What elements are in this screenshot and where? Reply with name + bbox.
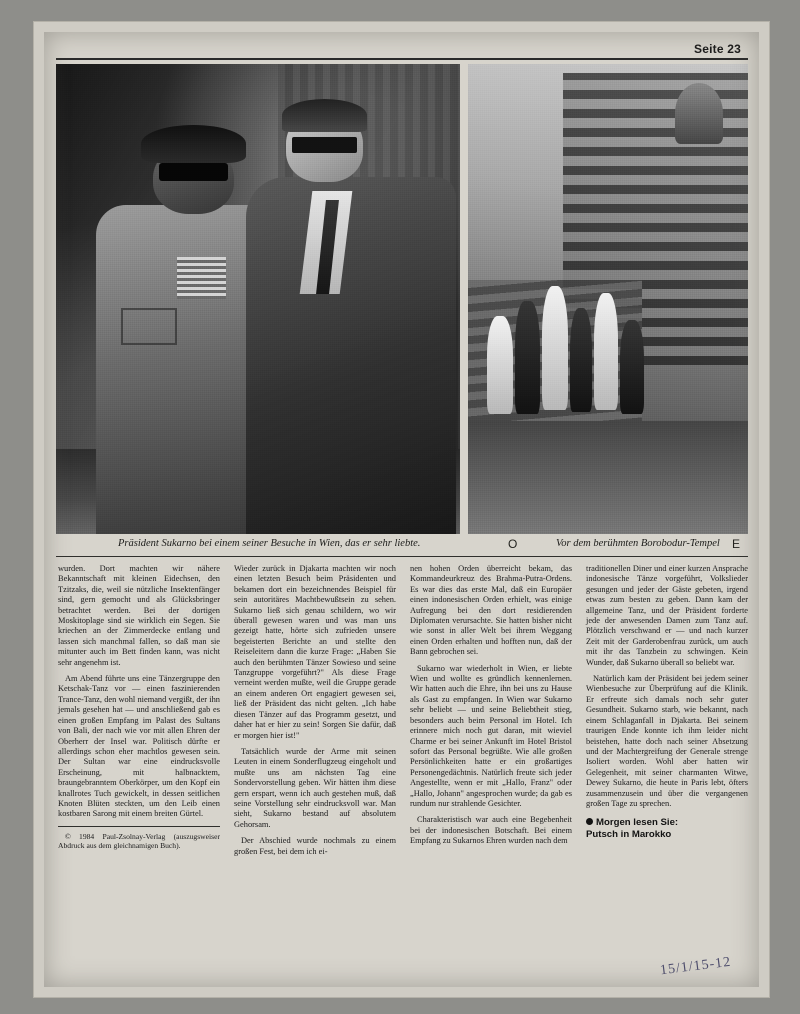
paragraph: Tatsächlich wurde der Arme mit seinen Leuten in einem Sonderflugzeug eingeholt und mußte uns am nächsten Tag eine Sondervorstellung geben. Wir hätten ihm diese gern erspart, wenn ich auch gestehen muß, daß seine Vorstellung sehr eindrucksvoll war. Man sieht, Sukarno bestand auf absolutem Gehorsam. <box>234 746 396 829</box>
photo-grain <box>56 64 460 534</box>
article-column-2 <box>234 564 396 984</box>
next-issue-teaser <box>586 817 748 840</box>
caption-mark-o: O <box>508 537 518 551</box>
caption-photo-side: Vor dem berühmten Borobodur-Tempel <box>556 538 720 549</box>
article-column-3 <box>410 564 572 984</box>
caption-mark-e: E <box>732 537 741 551</box>
photo-sukarno-vienna <box>56 64 460 534</box>
newspaper-sheet <box>44 32 759 987</box>
handwritten-archive-note: 15/1/15-12 <box>658 954 732 979</box>
article-column-4 <box>586 564 748 984</box>
teaser-line-2: Putsch in Marokko <box>586 828 672 840</box>
teaser-line-1: Morgen lesen Sie: <box>596 817 679 829</box>
column-divider <box>58 826 220 827</box>
photo-row <box>56 64 748 534</box>
paragraph: wurden. Dort machten wir nähere Bekanntschaft mit kleinen Eidechsen, den Tzitzaks, die, weil sie nützliche Insektenfänger sind, gern gemocht und als Glücksbringer betrachtet werden. Bei der dortigen Moskitoplage sind sie wirklich ein Segen. Sie kriechen an der Zimmerdecke entlang und lassen sich manchmal fallen, so daß man sie mitunter auch im Bett finden kann, was nicht sehr angenehm ist. <box>58 564 220 667</box>
caption-row <box>56 538 748 554</box>
scanned-newspaper-page <box>34 22 769 997</box>
paragraph: nen hohen Orden überreicht bekam, das Kommandeurkreuz des Brahma-Putra-Ordens. Es war dies das erste Mal, daß ein Europäer einen indonesischen Orden erhielt, was einige Aufregung bei den dort residierenden Diplomaten verursachte. Sie hatten bisher nicht wie sonst in aller Welt bei ihrem Weggang einen Orden erhalten und hofften nun, daß der Bann gebrochen sei. <box>410 564 572 657</box>
paragraph: traditionellen Diner und einer kurzen Ansprache indonesische Tänze vorgeführt, Volkslieder gesungen und jeder der Gäste gebeten, irgend etwas zum besten zu geben. Dann kam der allgemeine Tanz, und der Präsident forderte jede der anwesenden Damen zum Tanz auf. Plötzlich verschwand er — und nach kurzer Zeit mit der Garderobenfrau zurück, um auch mit ihr das Tanzbein zu schwingen. Kein Wunder, daß Sukarno überall so beliebt war. <box>586 564 748 667</box>
photo-borobudur-temple <box>468 64 748 534</box>
caption-rule <box>56 556 748 557</box>
article-body <box>58 564 748 984</box>
paragraph: Natürlich kam der Präsident bei jedem seiner Wienbesuche zur Überprüfung auf die Klinik. Er erfreute sich damals noch sehr guter Gesundheit. Sukarno starb, wie bekannt, nach einem Schlaganfall in Djakarta. Bei seinem traurigen Ende konnte ich ihm leider nicht beistehen, hatte doch nach seiner Absetzung und der Machtergreifung der Generale strenge Isoliert worden. Wohl aber hatten wir Gelegenheit, mit seiner charmanten Witwe, Dewey Sukarno, die heute in Paris lebt, öfters zusammenzusein und über die vergangenen großen Tage zu sprechen. <box>586 674 748 808</box>
caption-photo-main: Präsident Sukarno bei einem seiner Besuche in Wien, das er sehr liebte. <box>118 538 421 549</box>
page-number: Seite 23 <box>694 42 741 56</box>
photo-grain <box>468 64 748 534</box>
paragraph: Am Abend führte uns eine Tänzergruppe den Ketschak-Tanz vor — einen faszinierenden Trance-Tanz, den wohl niemand vergißt, der ihn jemals gesehen hat — und anschließend gab es einen großen Empfang im Palast des Sultans von Bali, der nach wie vor mit allen Ehren der Oberherr der Insel war. Politisch dürfte er allerdings schon eher machtlos gewesen sein. Der Sultan war eine eindrucksvolle Erscheinung, mit halbnacktem, braungebranntem Oberkörper, um den Kopf ein knallrotes Tuch gewickelt, in dessen seitlichen Knoten Blüten steckten, um den Leib einen kostbaren Sarong mit einem breiten Gürtel. <box>58 674 220 819</box>
paragraph: Charakteristisch war auch eine Begebenheit bei der indonesischen Botschaft. Bei einem Empfang zu Sukarnos Ehren wurden nach dem <box>410 815 572 846</box>
article-column-1 <box>58 564 220 984</box>
paragraph: Der Abschied wurde nochmals zu einem großen Fest, bei dem ich ei- <box>234 836 396 856</box>
bullet-icon <box>586 818 593 825</box>
paragraph: Wieder zurück in Djakarta machten wir noch einen letzten Besuch beim Präsidenten und bekamen dort ein bezeichnendes Beispiel für sein autoritäres Machtbewußtsein zu sehen. Sukarno ließ sich genau schildern, wo wir überall gewesen waren und was man uns gezeigt hatte, hörte sich zufrieden unsere begeisterten Berichte an und stellte den Reiseleitern dann die kurze Frage: „Haben Sie auch den berühmten Tänzer Sowieso und seine Tanzgruppe vorgeführt?" Als diese Frage verneint werden mußte, weil die Gruppe gerade an einem anderen Ort engagiert gewesen sei, ließ der Präsident das nicht gelten. „Ich habe diesen Tänzer auf das Programm gesetzt, und daher hat er hier zu sein! Sorgen Sie dafür, daß er morgen hier ist!" <box>234 564 396 740</box>
paragraph: Sukarno war wiederholt in Wien, er liebte Wien und wollte es gründlich kennenlernen. Wir hatten auch die Ehre, ihn bei uns zu Hause als Gast zu empfangen. In Wien war Sukarno sehr beliebt — und seine Beliebtheit stieg, besonders auch beim Personal im Hotel. Ich erinnere mich noch gut daran, mit wieviel Charme er bei seiner Ankunft im Hotel Bristol sofort das Personal begrüßte. Wie alle großen Persönlichkeiten hatte er ein großartiges Personengedächtnis. Natürlich freute sich jeder Angestellte, wenn er mit „Hallo, Franz" oder „Hallo, Johann" angesprochen wurde; da gab es rundum nur strahlende Gesichter. <box>410 663 572 808</box>
top-rule <box>56 58 748 60</box>
copyright-note: © 1984 Paul-Zsolnay-Verlag (auszugsweiser Abdruck aus dem gleichnamigen Buch). <box>58 831 220 850</box>
